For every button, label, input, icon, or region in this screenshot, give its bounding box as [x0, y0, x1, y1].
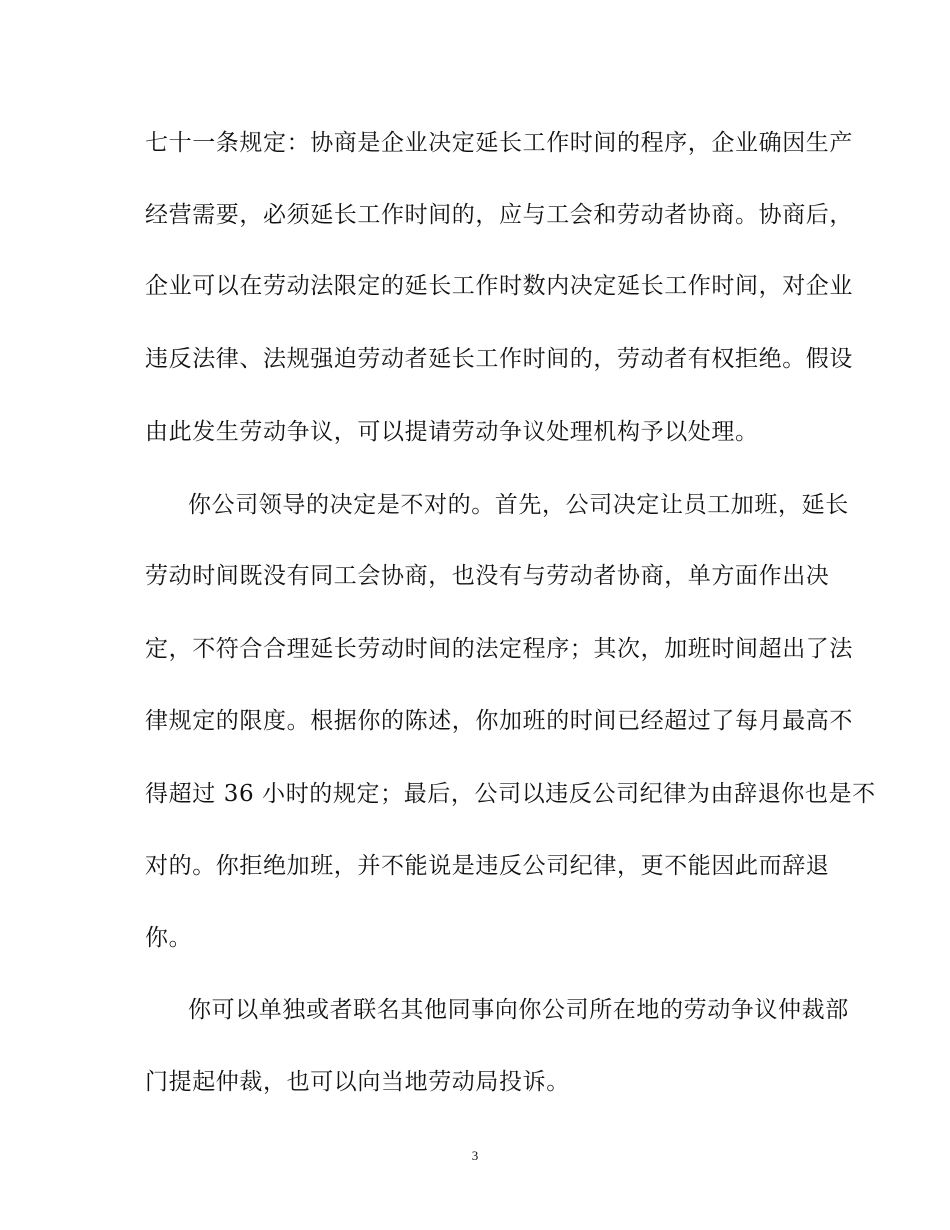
paragraph-2-line-5: 得超过 36 小时的规定；最后，公司以违反公司纪律为由辞退你也是不: [145, 781, 876, 807]
paragraph-2-line-4: 律规定的限度。根据你的陈述，你加班的时间已经超过了每月最高不: [145, 708, 853, 734]
paragraph-2-line-6: 对的。你拒绝加班，并不能说是违反公司纪律，更不能因此而辞退: [145, 853, 830, 879]
paragraph-1-line-2: 经营需要，必须延长工作时间的，应与工会和劳动者协商。协商后，: [145, 202, 853, 228]
paragraph-1-line-1: 七十一条规定：协商是企业决定延长工作时间的程序，企业确因生产: [145, 130, 853, 156]
paragraph-2-line-1: 你公司领导的决定是不对的。首先，公司决定让员工加班，延长: [188, 492, 849, 518]
paragraph-1-line-5: 由此发生劳动争议，可以提请劳动争议处理机构予以处理。: [145, 419, 759, 445]
paragraph-1-line-3: 企业可以在劳动法限定的延长工作时数内决定延长工作时间，对企业: [145, 273, 853, 299]
paragraph-3-line-1: 你可以单独或者联名其他同事向你公司所在地的劳动争议仲裁部: [188, 997, 849, 1023]
page-number: 3: [471, 1148, 479, 1163]
paragraph-1-line-4: 违反法律、法规强迫劳动者延长工作时间的，劳动者有权拒绝。假设: [145, 346, 853, 372]
paragraph-2-line-7: 你。: [145, 925, 193, 951]
paragraph-2-line-3: 定，不符合合理延长劳动时间的法定程序；其次，加班时间超出了法: [145, 636, 853, 662]
paragraph-2-line-2: 劳动时间既没有同工会协商，也没有与劳动者协商，单方面作出决: [145, 563, 830, 589]
paragraph-3-line-2: 门提起仲裁，也可以向当地劳动局投诉。: [145, 1069, 570, 1095]
